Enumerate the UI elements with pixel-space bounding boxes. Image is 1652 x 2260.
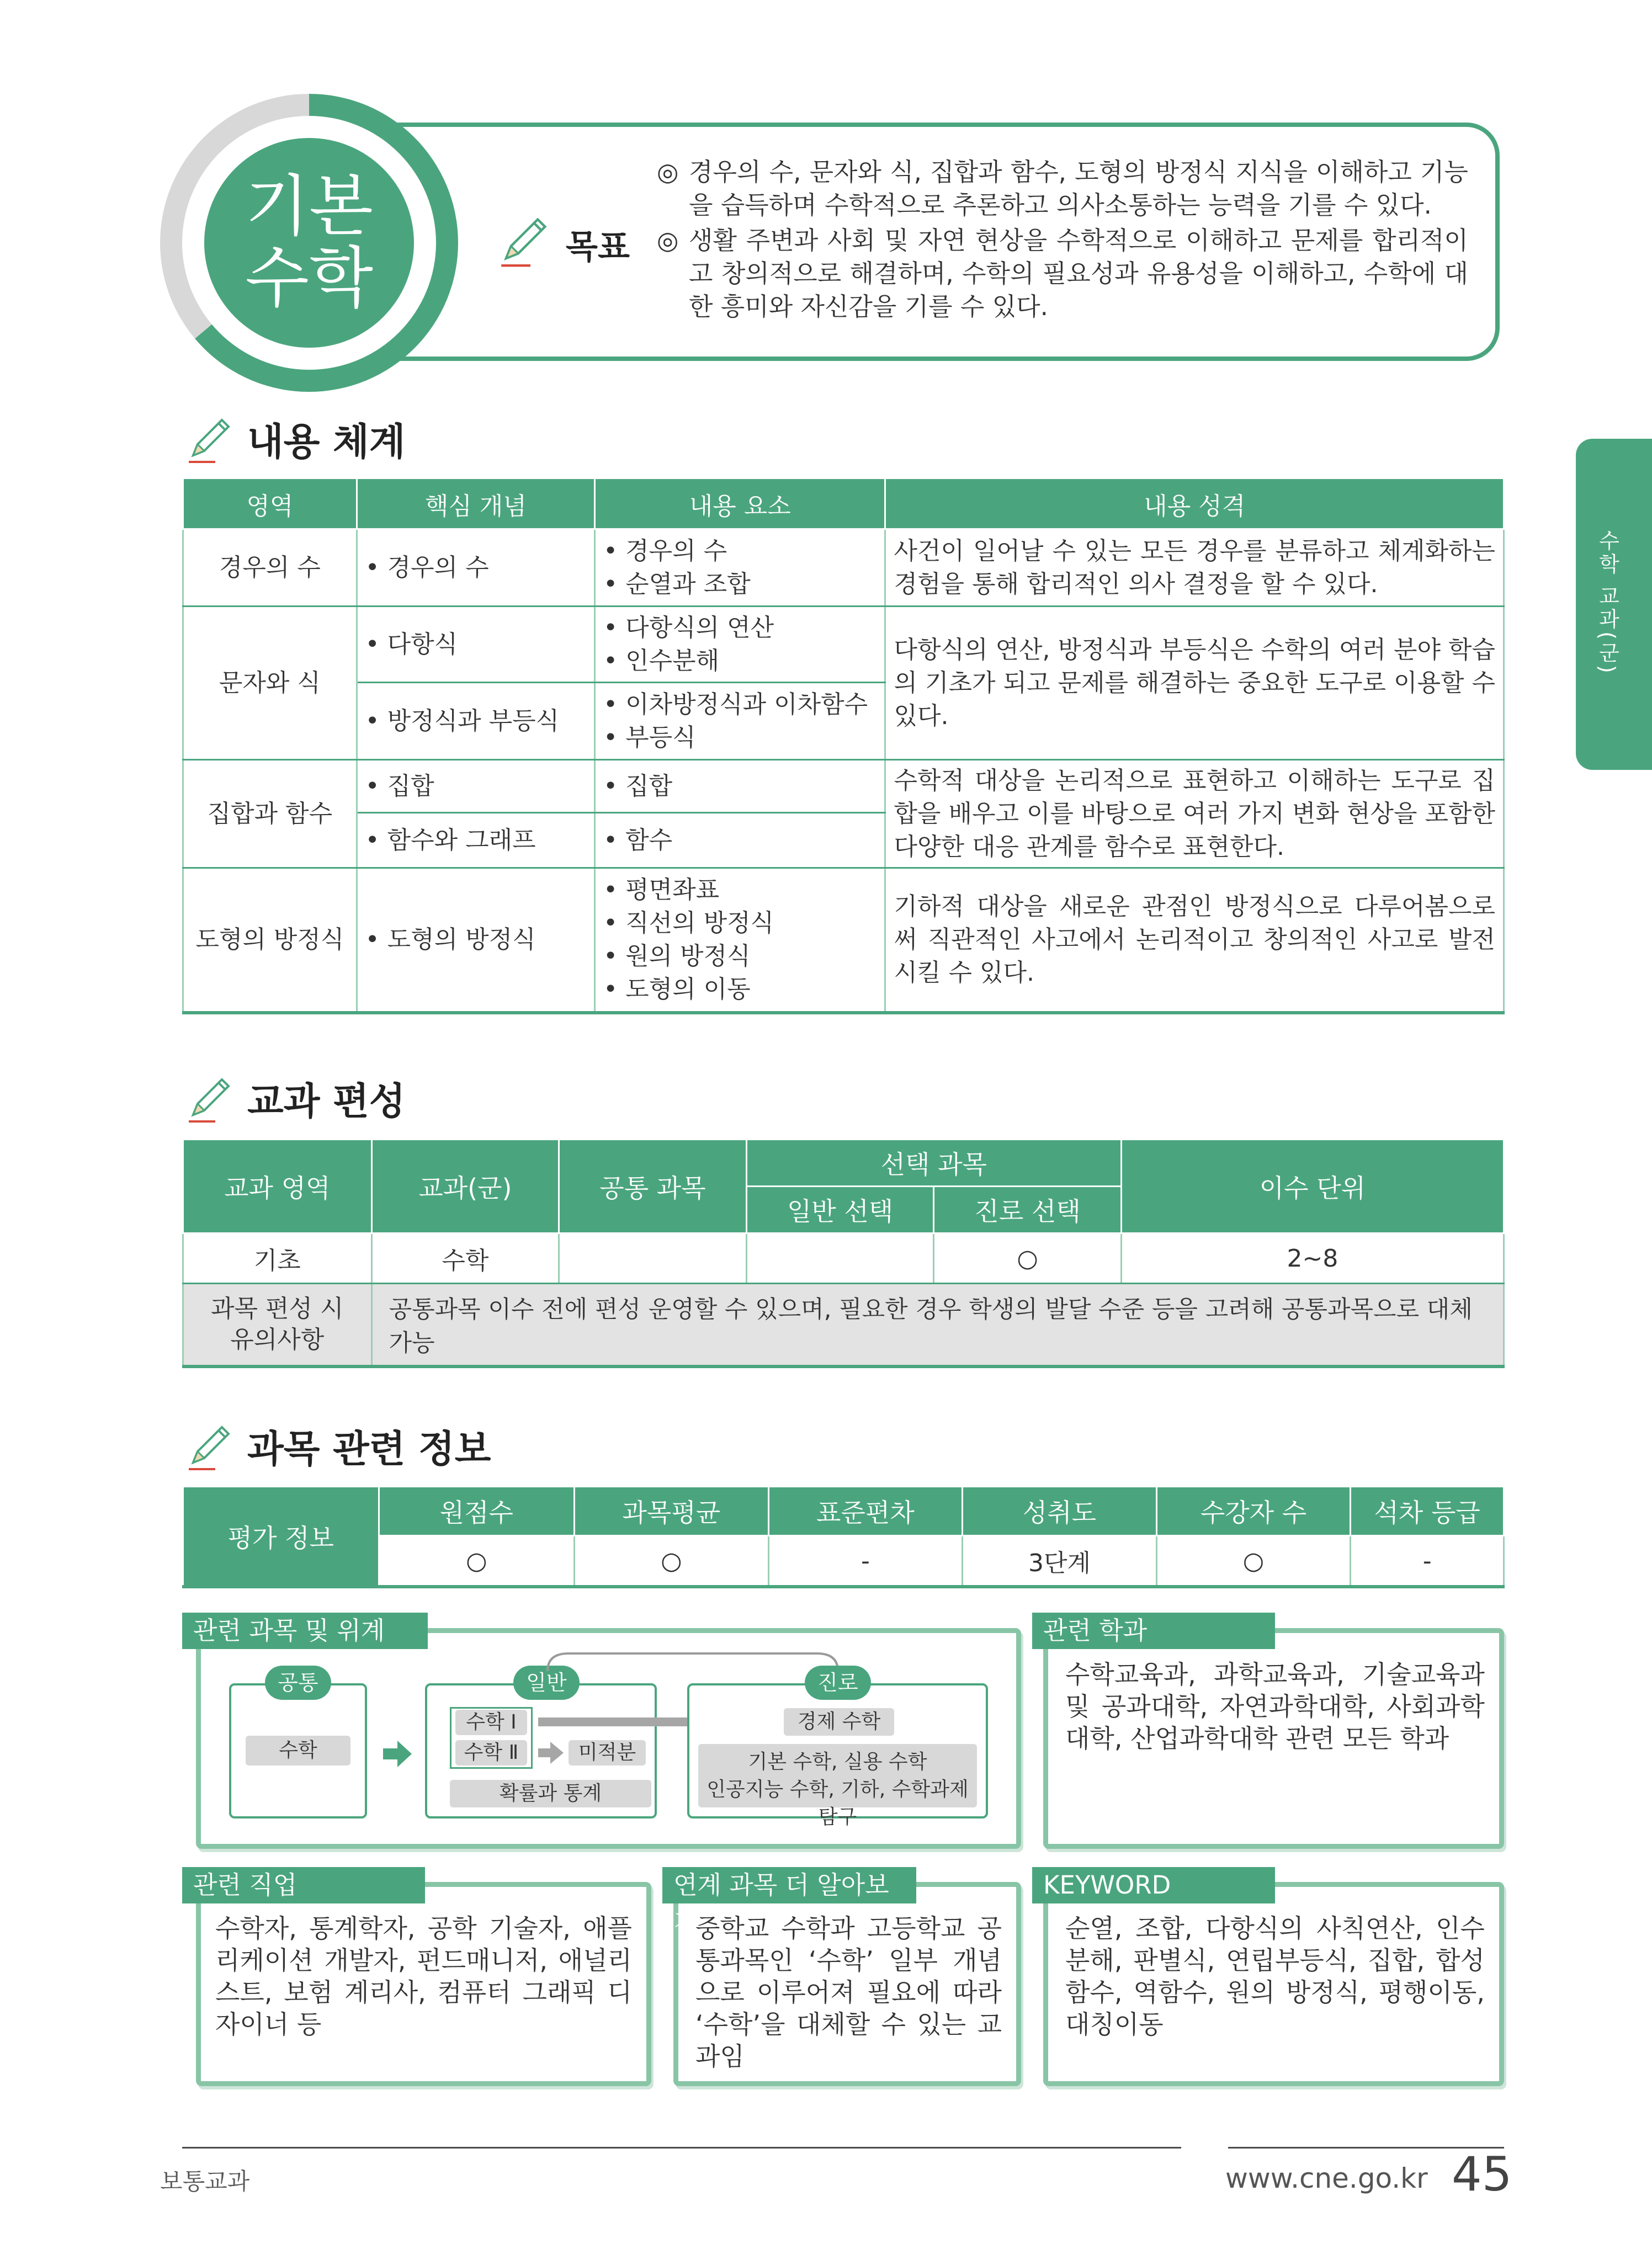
- column-header: 표준편차: [768, 1487, 963, 1536]
- row-header: 평가 정보: [183, 1487, 379, 1587]
- table-cell: ○: [934, 1233, 1122, 1284]
- subject-info-heading: [182, 1418, 491, 1474]
- related-depts-text: 수학교육과, 과학교육과, 기술교육과 및 공과대학, 자연과학대학, 사회과학대학, 산업과학대학 관련 모든 학과: [1065, 1660, 1485, 1753]
- nature-cell: 다항식의 연산, 방정식과 부등식은 수학의 여러 분야 학습의 기초가 되고 문제를 해결하는 중요한 도구로 이용할 수 있다.: [885, 607, 1504, 760]
- column-header: 내용 성격: [885, 478, 1504, 529]
- nature-cell: 기하적 대상을 새로운 관점인 방정식으로 다루어봄으로써 직관적인 사고에서 논리적이고 창의적인 사고로 발전시킬 수 있다.: [885, 868, 1504, 1013]
- goal-bullet: ◎: [657, 157, 679, 187]
- table-cell: ○: [1156, 1536, 1351, 1587]
- concept-cell: • 다항식: [357, 607, 594, 683]
- table-cell: 수학: [371, 1233, 559, 1284]
- note-cell: 공통과목 이수 전에 편성 운영할 수 있으며, 필요한 경우 학생의 발달 수준 등을 고려해 공통과목으로 대체 가능: [371, 1284, 1504, 1366]
- table-cell: ○: [379, 1536, 575, 1587]
- element-item: • 평면좌표: [603, 875, 720, 904]
- subject-chip: 경제 수학: [784, 1708, 894, 1736]
- footer-section-label: 보통교과: [160, 2168, 250, 2195]
- table-cell: -: [768, 1536, 963, 1587]
- keyword-tab: KEYWORD: [1032, 1867, 1275, 1903]
- table-cell: [746, 1233, 934, 1284]
- element-item: • 다항식의 연산: [603, 613, 774, 642]
- curriculum-heading: [182, 1071, 405, 1126]
- section-title: 교과 편성: [247, 1080, 406, 1124]
- element-item: • 부등식: [603, 723, 696, 752]
- concept-cell: • 방정식과 부등식: [357, 683, 594, 760]
- side-tab-label: 수학 교과(군): [1595, 530, 1619, 676]
- goal-text: 경우의 수, 문자와 식, 집합과 함수, 도형의 방정식 지식을 이해하고 기능을 습득하며 수학적으로 추론하고 의사소통하는 능력을 기를 수 있다.: [689, 157, 1468, 220]
- curriculum-table: [182, 1139, 1505, 1368]
- element-item: • 원의 방정식: [603, 942, 751, 970]
- column-header: 원점수: [379, 1487, 575, 1536]
- section-title: 과목 관련 정보: [247, 1427, 491, 1471]
- concept-cell: • 도형의 방정식: [357, 868, 594, 1013]
- column-header: 석차 등급: [1351, 1487, 1504, 1536]
- linked-subjects-tab: 연계 과목 더 알아보기: [662, 1867, 916, 1903]
- content-system-table: [182, 477, 1505, 1014]
- table-cell: 3단계: [963, 1536, 1157, 1587]
- arrow-right-icon: [381, 1737, 414, 1770]
- subject-badge: [204, 138, 414, 348]
- subject-chip-line: 기본 수학, 실용 수학: [748, 1751, 927, 1773]
- column-header: 이수 단위: [1121, 1140, 1504, 1233]
- related-jobs-tab: 관련 직업: [182, 1867, 425, 1903]
- pencil-icon: [182, 1071, 237, 1126]
- goal-list: [657, 156, 1468, 326]
- nature-cell: 사건이 일어날 수 있는 모든 경우를 분류하고 체계화하는 경험을 통해 합리적인 의사 결정을 할 수 있다.: [885, 529, 1504, 607]
- goal-label: 목표: [566, 228, 630, 267]
- goal-bullet: ◎: [657, 226, 679, 255]
- area-cell: 문자와 식: [183, 607, 357, 760]
- subject-chip-multi: [698, 1744, 977, 1828]
- footer-divider: [182, 2147, 1181, 2149]
- column-header: 내용 요소: [595, 478, 885, 529]
- concept-cell: • 경우의 수: [357, 529, 594, 607]
- pencil-icon: [182, 411, 237, 466]
- section-title: 내용 체계: [247, 420, 406, 464]
- element-cell: [595, 529, 885, 607]
- footer-url[interactable]: www.cne.go.kr: [1225, 2162, 1428, 2194]
- element-item: • 순열과 조합: [603, 570, 751, 598]
- column-header: 교과 영역: [183, 1140, 372, 1233]
- element-cell: [595, 683, 885, 760]
- goal-item: [657, 156, 1468, 222]
- element-cell: • 집합: [595, 760, 885, 813]
- common-label: 공통: [265, 1666, 331, 1700]
- table-cell: -: [1351, 1536, 1504, 1587]
- element-item: • 인수분해: [603, 646, 720, 675]
- subject-chip-line: 인공지능 수학, 기하, 수학과제 탐구: [707, 1778, 969, 1828]
- goal-text: 생활 주변과 사회 및 자연 현상을 수학적으로 이해하고 문제를 합리적이고 창의적으로 해결하며, 수학의 필요성과 유용성을 이해하고, 수학에 대한 흥미와 자신감을 기를 수 있다.: [689, 226, 1468, 321]
- badge-line-1: 기본: [245, 168, 373, 245]
- keyword-text: 순열, 조합, 다항식의 사칙연산, 인수분해, 판별식, 연립부등식, 집합, 합성함수, 역함수, 원의 방정식, 평행이동, 대칭이동: [1065, 1913, 1485, 2039]
- element-cell: [595, 607, 885, 683]
- pencil-icon: [182, 1418, 237, 1474]
- connector-line: [546, 1650, 839, 1672]
- nature-cell: 수학적 대상을 논리적으로 표현하고 이해하는 도구로 집합을 배우고 이를 바탕으로 여러 가지 변화 현상을 포함한 다양한 대응 관계를 함수로 표현한다.: [885, 760, 1504, 868]
- area-cell: 도형의 방정식: [183, 868, 357, 1013]
- column-header: 수강자 수: [1156, 1487, 1351, 1536]
- linked-subjects-text: 중학교 수학과 고등학교 공통과목인 ‘수학’ 일부 개념으로 이루어져 필요에 따라 ‘수학’을 대체할 수 있는 교과임: [695, 1913, 1002, 2071]
- note-label: 유의사항: [230, 1325, 325, 1354]
- evaluation-table: [182, 1486, 1505, 1588]
- element-item: • 도형의 이동: [603, 975, 751, 1003]
- column-header: 선택 과목: [746, 1140, 1121, 1187]
- table-cell: 기초: [183, 1233, 372, 1284]
- element-item: • 경우의 수: [603, 536, 727, 565]
- area-cell: 경우의 수: [183, 529, 357, 607]
- content-system-heading: [182, 411, 405, 466]
- column-header: 영역: [183, 478, 357, 529]
- subject-chip: 확률과 통계: [450, 1780, 651, 1807]
- subject-chip: 수학 Ⅰ: [455, 1710, 527, 1735]
- general-label: 일반: [513, 1666, 580, 1700]
- column-header: 공통 과목: [559, 1140, 747, 1233]
- related-jobs-text: 수학자, 통계학자, 공학 기술자, 애플리케이션 개발자, 펀드매니저, 애널리스트, 보험 계리사, 컴퓨터 그래픽 디자이너 등: [215, 1913, 632, 2039]
- goal-item: [657, 224, 1468, 323]
- related-subjects-tab: 관련 과목 및 위계: [182, 1613, 428, 1649]
- column-header: 과목평균: [575, 1487, 769, 1536]
- subject-chip: 미적분: [569, 1740, 646, 1766]
- column-header: 진로 선택: [934, 1187, 1122, 1233]
- career-label: 진로: [805, 1666, 871, 1700]
- concept-cell: • 함수와 그래프: [357, 813, 594, 868]
- concept-cell: • 집합: [357, 760, 594, 813]
- subject-chip: 수학 Ⅱ: [455, 1740, 527, 1766]
- table-cell: [559, 1233, 747, 1284]
- badge-line-2: 수학: [245, 240, 373, 317]
- note-label-cell: [183, 1284, 372, 1366]
- area-cell: 집합과 함수: [183, 760, 357, 868]
- arrow-right-icon: [537, 1740, 565, 1766]
- column-header: 교과(군): [371, 1140, 559, 1233]
- element-item: • 직선의 방정식: [603, 908, 774, 937]
- element-item: • 이차방정식과 이차함수: [603, 690, 868, 719]
- column-header: 일반 선택: [746, 1187, 934, 1233]
- table-cell: ○: [575, 1536, 769, 1587]
- column-header: 성취도: [963, 1487, 1157, 1536]
- side-tab[interactable]: [1576, 439, 1652, 770]
- page-number: 45: [1452, 2147, 1512, 2202]
- table-cell: 2~8: [1121, 1233, 1504, 1284]
- element-cell: [595, 868, 885, 1013]
- subject-chip: 수학: [246, 1736, 350, 1766]
- note-label: 과목 편성 시: [211, 1294, 344, 1323]
- pencil-icon: [494, 210, 555, 270]
- column-header: 핵심 개념: [357, 478, 594, 529]
- related-depts-tab: 관련 학과: [1032, 1613, 1275, 1649]
- element-cell: • 함수: [595, 813, 885, 868]
